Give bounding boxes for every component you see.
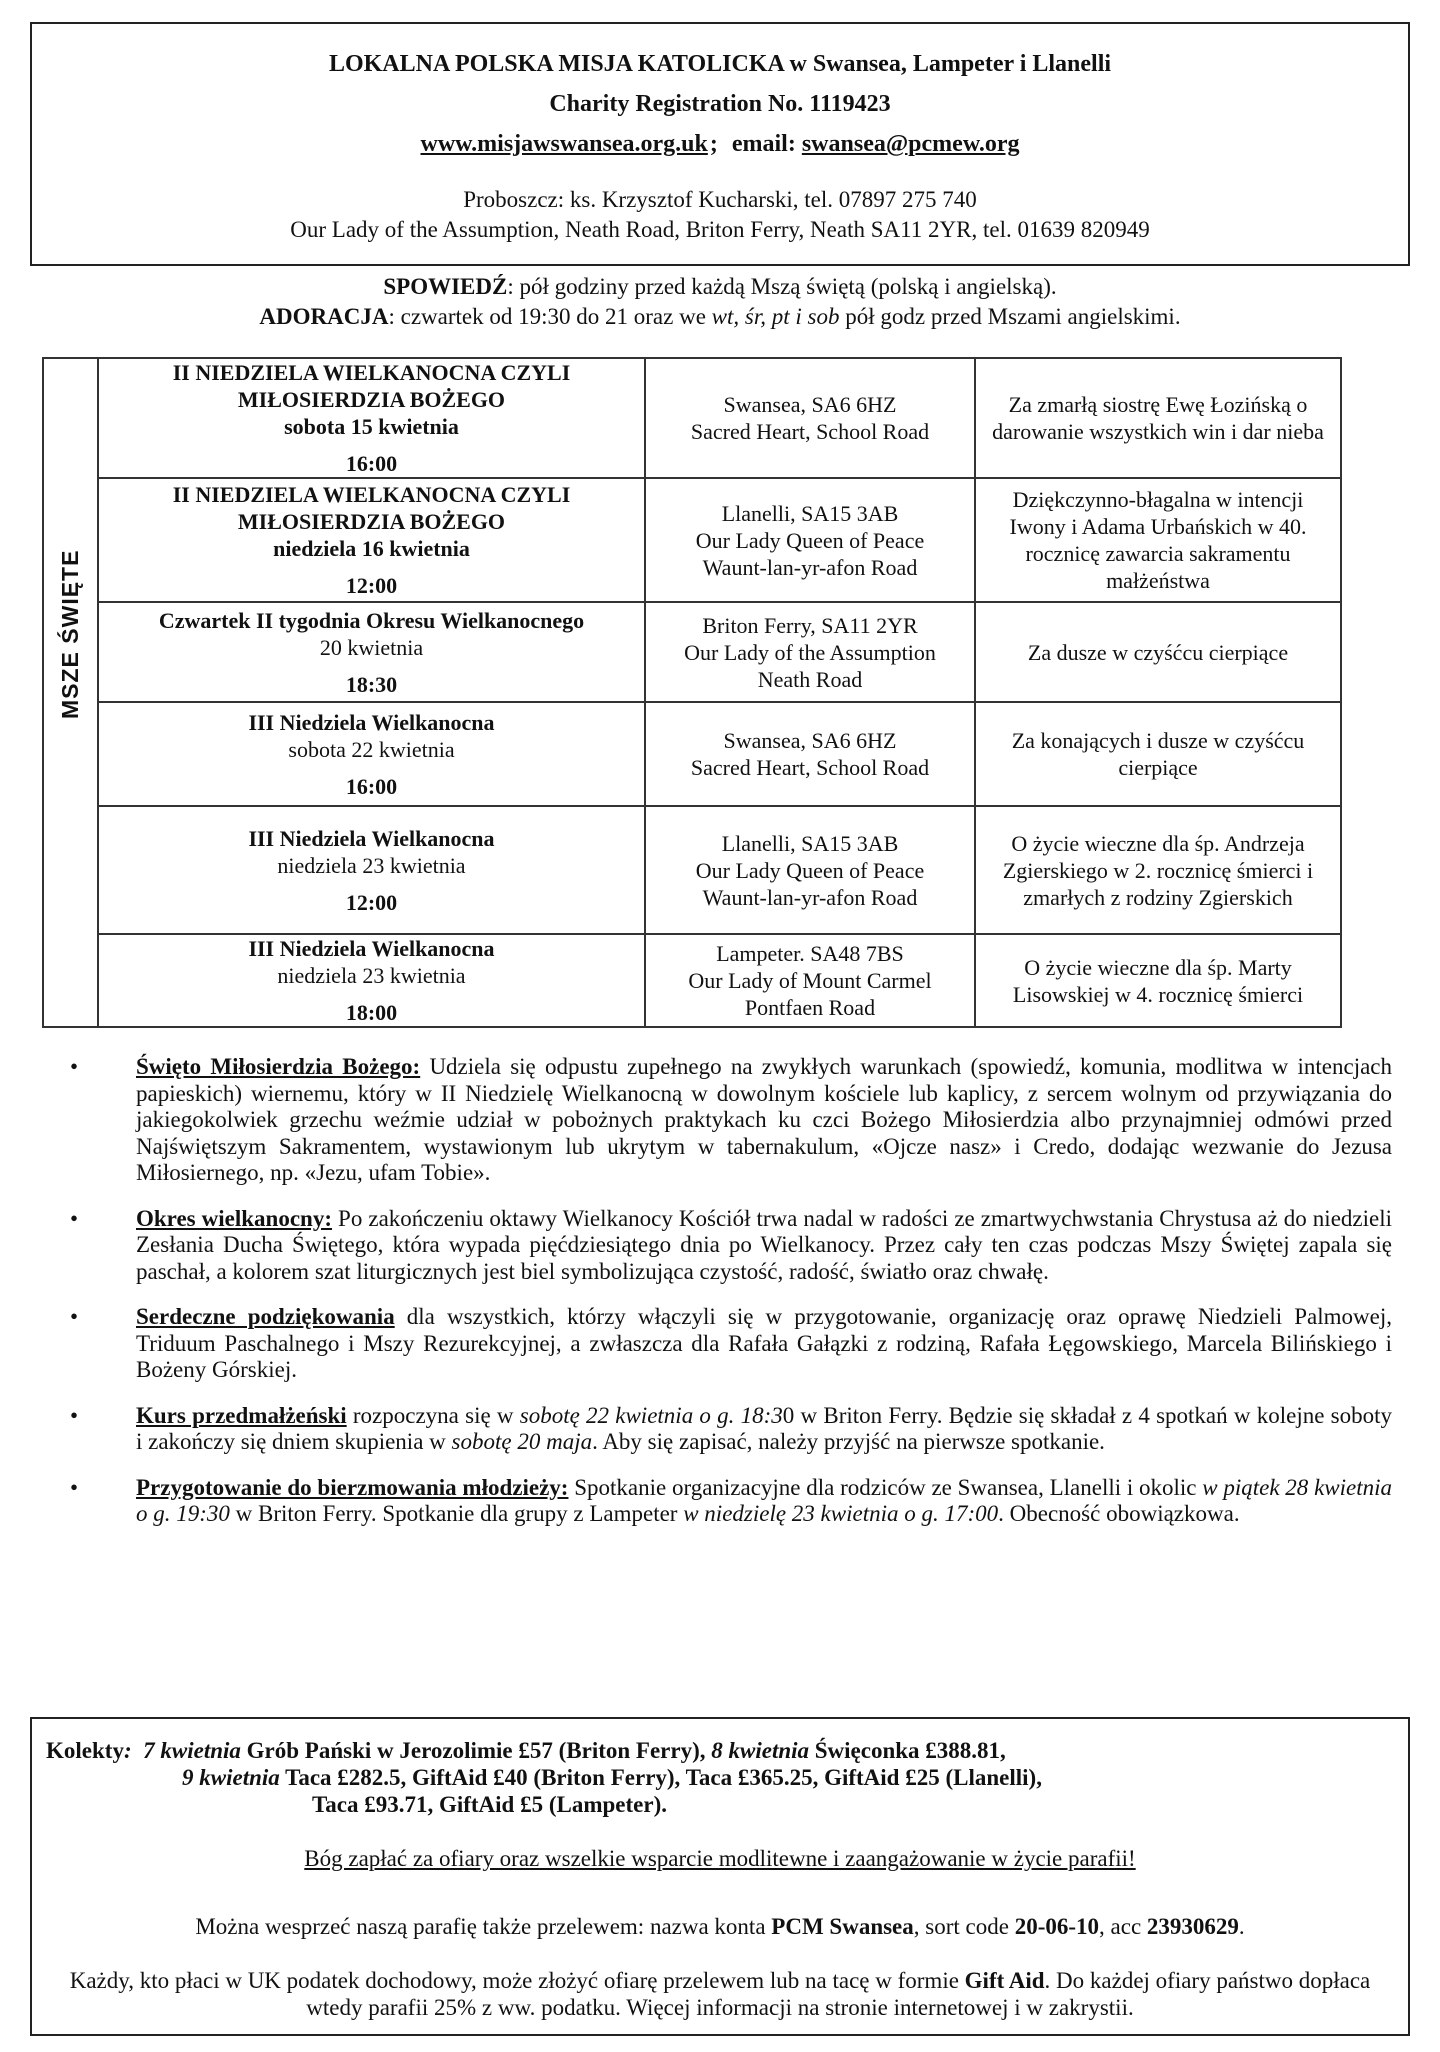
mass-place-cell: [645, 478, 975, 602]
collections-block: [46, 1737, 1246, 1818]
mass-time: 18:30: [345, 671, 398, 697]
confession-label: SPOWIEDŹ: [383, 274, 508, 299]
mass-schedule-table: [42, 357, 1342, 1028]
announcement-text: Udziela się odpustu zupełnego na zwykłych warunkach (spowiedź, komunia, modlitwa w intencjach papieskich) wiernemu, który w II Niedzielę Wielkanocną w dowolnym kościele lub kaplicy, z sercem wolnym od przywiązania do jakiegokolwiek grzechu weźmie udział w pobożnych praktykach ku czci Bożego Miłosierdzia albo przynajmniej odmówi przed Najświętszym Sakramentem, wystawionym lub ukrytym w tabernakulum, «Ojcze nasz» i Credo, dodając wezwanie do Jezusa Miłosiernego, np. «Jezu, ufam Tobie».: [136, 1054, 1393, 1185]
mass-title: III Niedziela Wielkanocna: [248, 709, 495, 735]
mass-intention: O życie wieczne dla śp. Andrzeja Zgierskiego w 2. rocznicę śmierci i zmarłych z rodziny Zgierskich: [1002, 830, 1314, 910]
collection-text: Taca £282.5, GiftAid £40 (Briton Ferry), Taca £365.25, GiftAid £25 (Llanelli),: [279, 1765, 1042, 1790]
mass-occasion-cell: [98, 702, 645, 806]
website-link[interactable]: www.misjawswansea.org.uk: [420, 131, 708, 157]
mass-intention-cell: [975, 358, 1341, 478]
bullet-dot: •: [70, 1054, 79, 1079]
mass-intention: O życie wieczne dla śp. Marty Lisowskiej w 4. rocznicę śmierci: [1012, 954, 1304, 1007]
mass-row: [43, 934, 1341, 1027]
mass-occasion-cell: [98, 602, 645, 702]
announcement-item: [70, 1304, 1392, 1384]
collection-text: 7 kwietnia: [143, 1738, 241, 1763]
bullet-dot: •: [70, 1474, 79, 1500]
header-box: [30, 22, 1410, 266]
mass-title: Czwartek II tygodnia Okresu Wielkanocnego: [158, 607, 585, 633]
mass-place-cell: [645, 702, 975, 806]
place-line: Our Lady of Mount Carmel: [688, 968, 932, 993]
announcement-lead: Serdeczne podziękowania: [136, 1304, 395, 1329]
email-label: email:: [731, 131, 796, 157]
mass-place-cell: [645, 806, 975, 934]
place-line: Pontfaen Road: [744, 995, 876, 1020]
announcement-item: [70, 1475, 1392, 1528]
announcement-text: Po zakończeniu oktawy Wielkanocy Kościół trwa nadal w radości ze zmartwychwstania Chrystusa aż do niedzieli Zesłania Ducha Świętego, która wypada pięćdziesiątego dnia po Wielkanocy. Przez cały ten czas podczas Mszy Świętej zapala się paschał, a kolorem szat liturgicznych jest biel symbolizująca czystość, radość, światło oraz chwałę.: [136, 1205, 1392, 1284]
bank-transfer-info: [32, 1913, 1408, 1940]
thanks-note: Bóg zapłać za ofiary oraz wszelkie wsparcie modlitewne i zaangażowanie w życie parafii!: [304, 1846, 1136, 1871]
adoration-days: wt, śr, pt i sob: [711, 304, 840, 329]
announcements-list: [70, 1054, 1392, 1547]
charity-registration: Charity Registration No. 1119423: [549, 91, 891, 117]
place-line: Waunt-lan-yr-afon Road: [702, 884, 918, 910]
bullet-dot: •: [70, 1205, 79, 1231]
place-line: Llanelli, SA15 3AB: [721, 500, 899, 526]
mass-date: sobota 22 kwietnia: [288, 736, 455, 762]
gift-aid-text: Każdy, kto płaci w UK podatek dochodowy, może złożyć ofiarę przelewem lub na tacę w formie: [69, 1968, 965, 1993]
mass-time: 12:00: [345, 889, 398, 915]
announcement-text: . Aby się zapisać, należy przyjść na pierwsze spotkanie.: [592, 1429, 1105, 1454]
mass-row: [43, 602, 1341, 702]
mass-title: III Niedziela Wielkanocna: [248, 825, 495, 851]
collections-label: Kolekty: [46, 1738, 124, 1763]
announcement-text: w Briton Ferry. Spotkanie dla grupy z Lampeter: [229, 1501, 684, 1526]
mass-intention: Za konających i dusze w czyśćcu cierpiące: [1011, 728, 1305, 780]
gift-aid-label: Gift Aid: [964, 1968, 1045, 1993]
announcement-lead: Przygotowanie do bierzmowania młodzieży:: [136, 1474, 569, 1500]
announcement-item: [70, 1054, 1392, 1187]
announcement-text: 0 w Briton Ferry. Będzie się składał z 4 spotkań w kolejne soboty i zakończy się dniem skupienia w: [136, 1402, 1392, 1454]
announcement-lead: Okres wielkanocny:: [136, 1205, 333, 1231]
collections-footer: [30, 1717, 1410, 2036]
account-name: PCM Swansea: [771, 1914, 914, 1939]
account-number: 23930629: [1146, 1914, 1239, 1939]
collection-text: Grób Pański w Jerozolimie £57 (Briton Ferry),: [240, 1738, 712, 1763]
place-line: Our Lady of the Assumption: [684, 639, 936, 665]
collection-text: 8 kwietnia: [711, 1738, 810, 1763]
place-line: Our Lady Queen of Peace: [695, 857, 925, 883]
announcement-item: [70, 1403, 1392, 1456]
place-line: Our Lady Queen of Peace: [695, 527, 925, 553]
collection-text: 9 kwietnia: [182, 1765, 280, 1790]
side-column: [43, 358, 98, 1027]
place-line: Sacred Heart, School Road: [690, 755, 930, 780]
mass-date: niedziela 23 kwietnia: [277, 852, 466, 878]
mass-title: II NIEDZIELA WIELKANOCNA CZYLI MIŁOSIERDZIA BOŻEGO: [172, 482, 571, 534]
mass-occasion-cell: [98, 934, 645, 1027]
place-line: Waunt-lan-yr-afon Road: [702, 554, 918, 580]
adoration-text: : czwartek od 19:30 do 21 oraz we: [388, 304, 712, 329]
announcement-item: [70, 1206, 1392, 1286]
gift-aid-info: [32, 1967, 1408, 2021]
mass-place-cell: [645, 358, 975, 478]
mass-row: [43, 806, 1341, 934]
sort-code: 20-06-10: [1014, 1914, 1100, 1939]
place-line: Swansea, SA6 6HZ: [723, 392, 897, 417]
mass-occasion-cell: [98, 358, 645, 478]
mass-time: 16:00: [345, 773, 398, 799]
announcement-text: w niedzielę 23 kwietnia o g. 17:00: [683, 1501, 999, 1526]
collections-line-3: [46, 1791, 1246, 1818]
mass-row: [43, 358, 1341, 478]
mass-intention-cell: [975, 602, 1341, 702]
collections-colon: :: [123, 1738, 132, 1763]
collection-text: Taca £93.71, GiftAid £5 (Lampeter).: [312, 1792, 667, 1817]
announcement-text: w piątek 28 kwietnia o g. 19:30: [136, 1474, 1392, 1526]
link-separator: ;: [709, 131, 718, 157]
announcement-text: rozpoczyna się w: [346, 1402, 520, 1428]
mass-date: niedziela 23 kwietnia: [277, 963, 466, 988]
announcement-lead: Święto Miłosierdzia Bożego:: [136, 1054, 421, 1079]
mass-place-cell: [645, 934, 975, 1027]
transfer-text-4: .: [1238, 1914, 1245, 1939]
announcement-lead: Kurs przedmałżeński: [136, 1402, 347, 1428]
mass-place-cell: [645, 602, 975, 702]
mass-intention: Za dusze w czyśćcu cierpiące: [1027, 639, 1289, 665]
mass-date: 20 kwietnia: [319, 634, 424, 660]
adoration-text-end: pół godz przed Mszami angielskimi.: [839, 304, 1181, 329]
adoration-line: [0, 302, 1440, 332]
transfer-text: Można wesprzeć naszą parafię także przelewem: nazwa konta: [195, 1914, 772, 1939]
confession-adoration-notice: [0, 272, 1440, 332]
collections-line-1: [46, 1737, 1246, 1764]
mass-date: sobota 15 kwietnia: [284, 414, 459, 439]
place-line: Swansea, SA6 6HZ: [723, 728, 897, 753]
mass-time: 16:00: [345, 451, 398, 476]
mass-intention-cell: [975, 702, 1341, 806]
mass-occasion-cell: [98, 806, 645, 934]
confession-line: [0, 272, 1440, 302]
mass-time: 12:00: [345, 573, 398, 598]
announcement-text: sobotę 22 kwietnia o g. 18:3: [519, 1402, 783, 1428]
mass-row: [43, 702, 1341, 806]
place-line: Lampeter. SA48 7BS: [716, 941, 904, 966]
side-label: MSZE ŚWIĘTE: [57, 549, 83, 719]
mass-intention: Dziękczynno-błagalna w intencji Iwony i Adama Urbańskich w 40. rocznicę zawarcia sakramentu małżeństwa: [1009, 487, 1307, 593]
confession-text: : pół godziny przed każdą Mszą świętą (polską i angielską).: [507, 274, 1057, 299]
transfer-text-2: , sort code: [913, 1914, 1015, 1939]
mass-occasion-cell: [98, 478, 645, 602]
email-link[interactable]: swansea@pcmew.org: [801, 131, 1020, 157]
announcement-text: Spotkanie organizacyjne dla rodziców ze Swansea, Llanelli i okolic: [568, 1474, 1203, 1500]
priest-info: Proboszcz: ks. Krzysztof Kucharski, tel. 07897 275 740: [463, 187, 977, 212]
mass-time: 18:00: [345, 1000, 398, 1025]
place-line: Neath Road: [757, 666, 863, 692]
mass-title: III Niedziela Wielkanocna: [248, 936, 495, 961]
announcement-text: sobotę 20 maja: [451, 1429, 593, 1454]
announcement-text: . Obecność obowiązkowa.: [998, 1501, 1240, 1526]
mission-title: LOKALNA POLSKA MISJA KATOLICKA w Swansea, Lampeter i Llanelli: [328, 51, 1112, 77]
gift-aid-text-2: . Do każdej ofiary państwo dopłaca wtedy parafii 25% z ww. podatku. Więcej informacji na stronie internetowej i w zakrystii.: [306, 1968, 1371, 2020]
mass-intention-cell: [975, 478, 1341, 602]
place-line: Briton Ferry, SA11 2YR: [702, 612, 918, 638]
announcement-text: dla wszystkich, którzy włączyli się w przygotowanie, organizację oraz oprawę Niedzieli Palmowej, Triduum Paschalnego i Mszy Rezurekcyjnej, a zwłaszcza dla Rafała Gałązki z rodziną, Rafała Łęgowskiego, Marcela Bilińskiego i Bożeny Górskiej.: [136, 1304, 1392, 1382]
adoration-label: ADORACJA: [259, 304, 389, 329]
mass-intention-cell: [975, 934, 1341, 1027]
transfer-text-3: , acc: [1099, 1914, 1147, 1939]
bullet-dot: •: [70, 1402, 79, 1428]
mass-row: [43, 478, 1341, 602]
church-address: Our Lady of the Assumption, Neath Road, Briton Ferry, Neath SA11 2YR, tel. 01639 820949: [290, 217, 1150, 242]
mass-date: niedziela 16 kwietnia: [273, 536, 470, 561]
mass-title: II NIEDZIELA WIELKANOCNA CZYLI MIŁOSIERDZIA BOŻEGO: [172, 360, 571, 412]
collections-line-2: [46, 1764, 1246, 1791]
mass-intention: Za zmarłą siostrę Ewę Łozińską o darowanie wszystkich win i dar nieba: [992, 392, 1324, 444]
contact-links: [32, 124, 1408, 164]
bullet-dot: •: [70, 1304, 79, 1329]
mass-intention-cell: [975, 806, 1341, 934]
place-line: Llanelli, SA15 3AB: [721, 830, 899, 856]
collection-text: Święconka £388.81,: [809, 1738, 1006, 1763]
place-line: Sacred Heart, School Road: [690, 419, 930, 444]
